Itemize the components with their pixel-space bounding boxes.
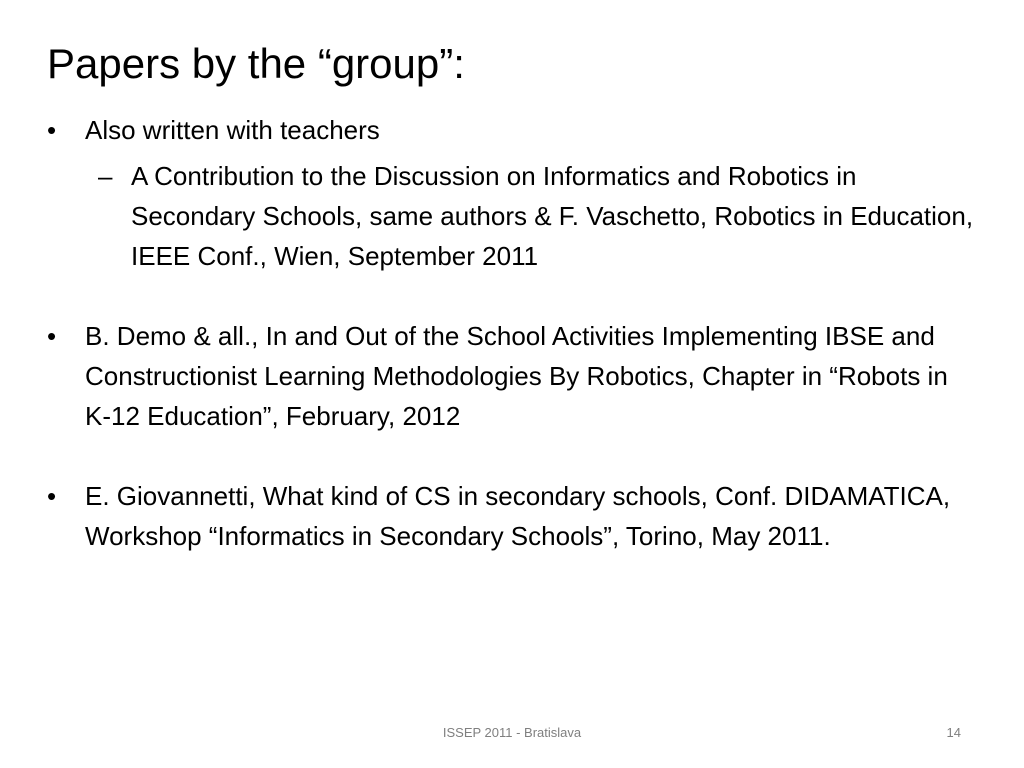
bullet-text: E. Giovannetti, What kind of CS in secondary schools, Conf. DIDAMATICA, Workshop “Informatics in Secondary Schools”, Torino, May 2011.	[85, 481, 951, 551]
bullet-item	[47, 110, 977, 276]
bullet-item	[47, 316, 977, 436]
bullet-text: B. Demo & all., In and Out of the School Activities Implementing IBSE and Constructionist Learning Methodologies By Robotics, Chapter in “Robots in K-12 Education”, February, 2012	[85, 321, 948, 431]
footer-conference: ISSEP 2011 - Bratislava	[442, 725, 582, 740]
sub-bullet-text: A Contribution to the Discussion on Informatics and Robotics in Secondary Schools, same authors & F. Vaschetto, Robotics in Education, IEEE Conf., Wien, September 2011	[131, 161, 974, 271]
dash-marker: –	[98, 161, 113, 191]
sub-bullet-list	[85, 156, 977, 276]
sub-bullet-item	[85, 156, 977, 276]
bullet-marker: •	[47, 115, 57, 145]
bullet-text: Also written with teachers	[85, 115, 380, 145]
bullet-marker: •	[47, 481, 57, 511]
bullet-marker: •	[47, 321, 57, 351]
bullet-item	[47, 476, 977, 556]
bullet-list	[47, 110, 977, 556]
slide-title: Papers by the “group”:	[47, 40, 465, 87]
page-number: 14	[946, 725, 961, 740]
